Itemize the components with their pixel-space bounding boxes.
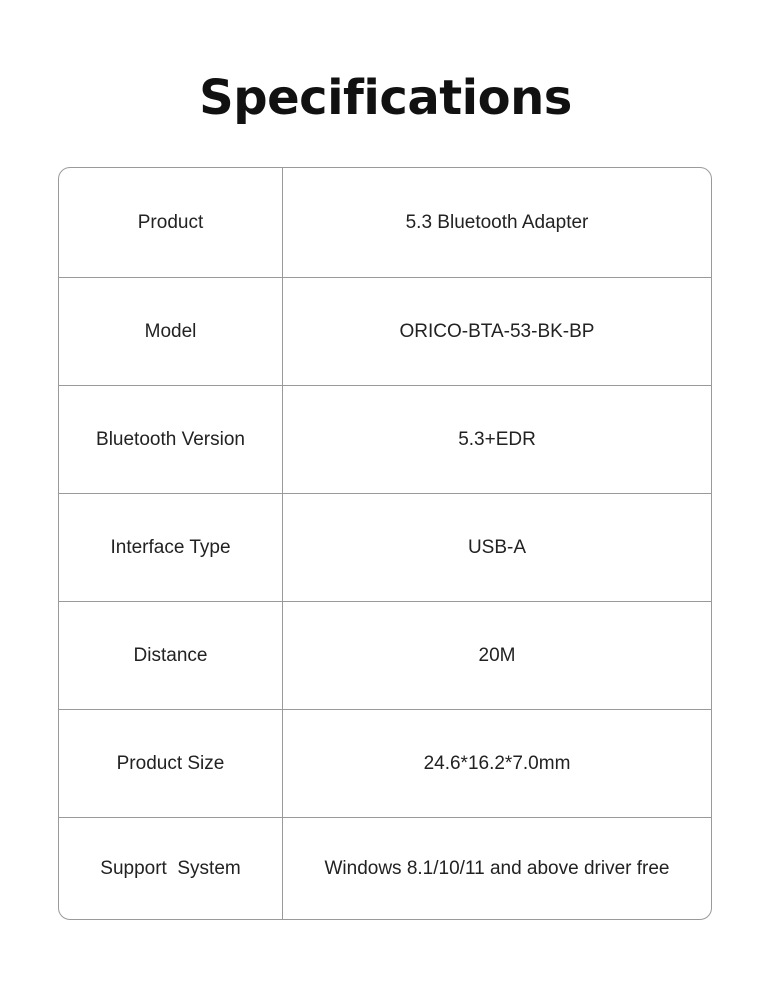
spec-label-interface-type: Interface Type	[59, 494, 283, 601]
spec-label-support-system: Support System	[59, 818, 283, 919]
page-title: Specifications	[199, 70, 572, 126]
spec-value-product: 5.3 Bluetooth Adapter	[405, 211, 589, 233]
table-row	[59, 710, 711, 818]
spec-label-product: Product	[59, 168, 283, 277]
table-row	[59, 818, 711, 919]
spec-label-model: Model	[59, 278, 283, 385]
table-row	[59, 168, 711, 278]
spec-value-distance: 20M	[478, 644, 516, 666]
spec-value-product-size: 24.6*16.2*7.0mm	[423, 752, 571, 774]
spec-label-distance: Distance	[59, 602, 283, 709]
spec-label-bluetooth-version: Bluetooth Version	[59, 386, 283, 493]
table-row	[59, 494, 711, 602]
table-row	[59, 602, 711, 710]
table-row	[59, 386, 711, 494]
specifications-table	[58, 167, 712, 920]
table-row	[59, 278, 711, 386]
spec-value-support-system: Windows 8.1/10/11 and above driver free	[324, 857, 670, 879]
spec-value-model: ORICO-BTA-53-BK-BP	[399, 320, 595, 342]
spec-value-interface-type: USB-A	[467, 536, 527, 558]
spec-value-bluetooth-version: 5.3+EDR	[458, 428, 536, 450]
spec-label-product-size: Product Size	[59, 710, 283, 817]
